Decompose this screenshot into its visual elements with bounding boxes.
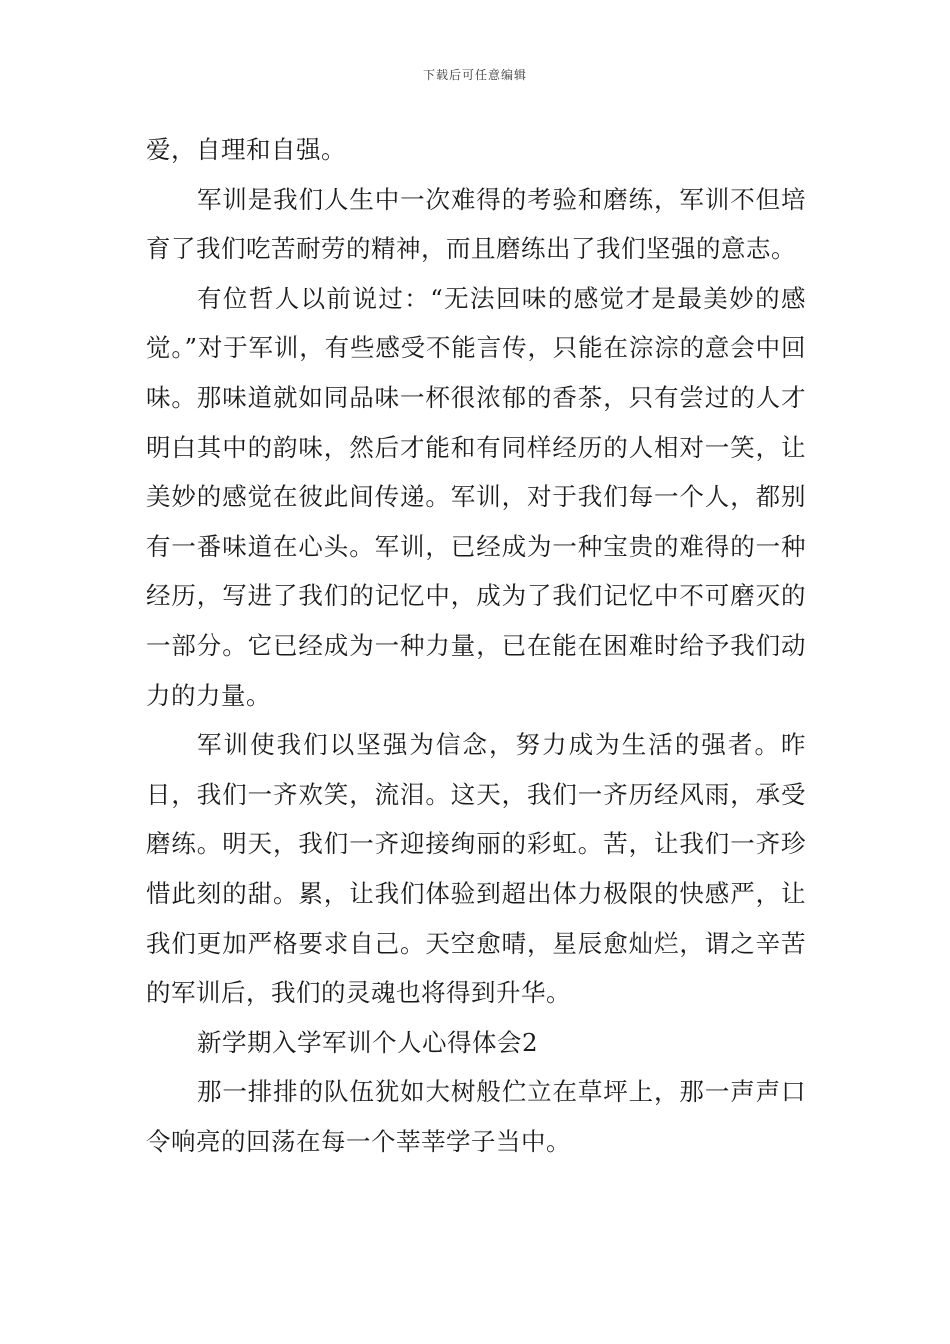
paragraph-1: 爱，自理和自强。 [146, 135, 346, 164]
section-heading: 新学期入学军训个人心得体会2 [197, 1027, 539, 1057]
paragraph-2: 军训是我们人生中一次难得的考验和磨练，军训不但培育了我们吃苦耐劳的精神，而且磨练出了我们坚强的意志。 [146, 184, 806, 264]
paragraph-4: 军训使我们以坚强为信念，努力成为生活的强者。昨日，我们一齐欢笑，流泪。这天，我们一齐历经风雨，承受磨练。明天，我们一齐迎接绚丽的彩虹。苦，让我们一齐珍惜此刻的甜。累，让我们体验到超出体力极限的快感严，让我们更加严格要求自己。天空愈晴，星辰愈灿烂，谓之辛苦的军训后，我们的灵魂也将得到升华。 [146, 730, 806, 1008]
paragraph-5: 那一排排的队伍犹如大树般伫立在草坪上，那一声声口令响亮的回荡在每一个莘莘学子当中。 [146, 1077, 806, 1156]
page-header-note: 下载后可任意编辑 [422, 68, 527, 82]
document-body [146, 125, 806, 1166]
paragraph-3: 有位哲人以前说过：“无法回味的感觉才是最美妙的感觉。”对于军训，有些感受不能言传，只能在淙淙的意会中回味。那味道就如同品味一杯很浓郁的香茶，只有尝过的人才明白其中的韵味，然后才能和有同样经历的人相对一笑，让美妙的感觉在彼此间传递。军训，对于我们每一个人，都别有一番味道在心头。军训，已经成为一种宝贵的难得的一种经历，写进了我们的记忆中，成为了我们记忆中不可磨灭的一部分。它已经成为一种力量，已在能在困难时给予我们动力的力量。 [146, 283, 806, 710]
